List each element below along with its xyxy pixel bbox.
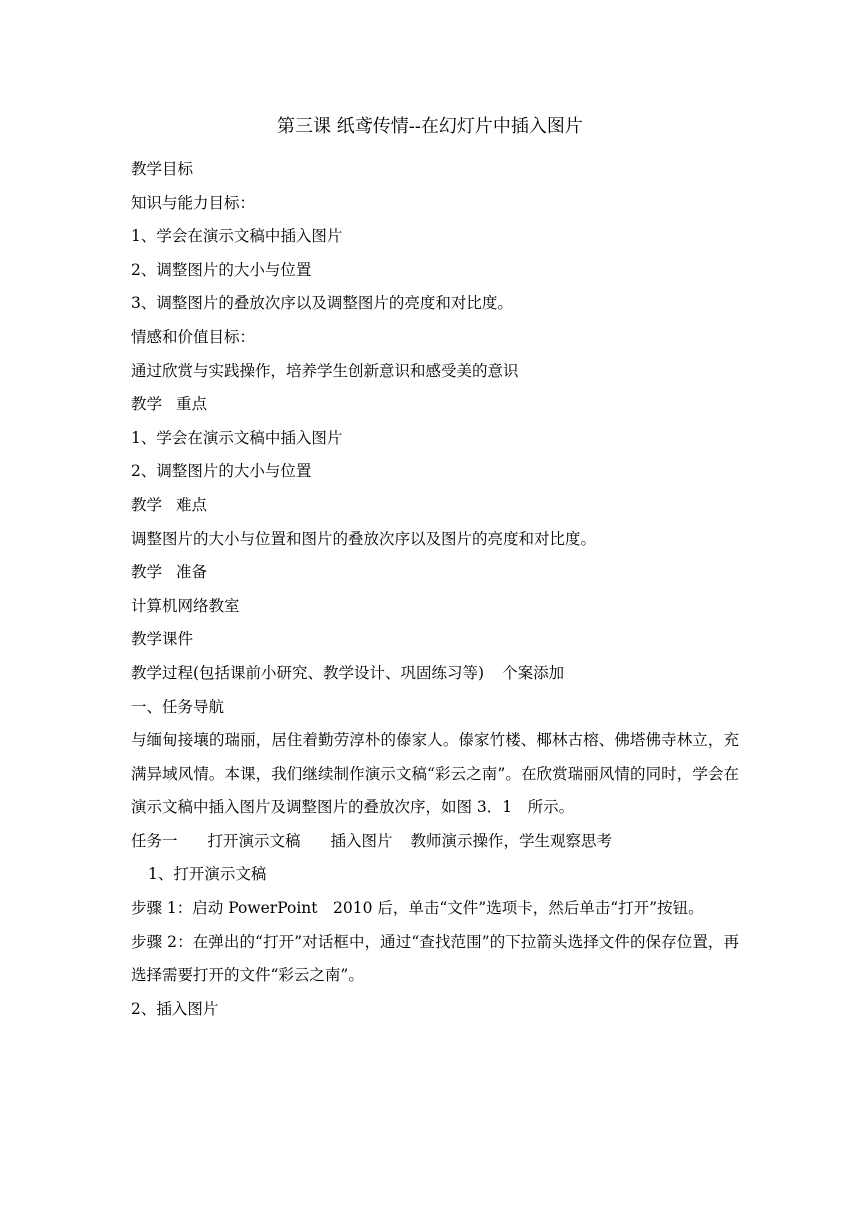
text-line: 调整图片的大小与位置和图片的叠放次序以及图片的亮度和对比度。 (131, 529, 597, 548)
heading-part: 准备 (176, 563, 208, 582)
task-label: 任务一 (131, 831, 178, 850)
task-part: 打开演示文稿 (207, 831, 301, 850)
task-heading (131, 825, 739, 859)
list-item: 2、调整图片的大小与位置 (131, 260, 312, 279)
heading-part: 重点 (176, 395, 208, 414)
heading-part: 教学 (131, 495, 163, 514)
paragraph: 与缅甸接壤的瑞丽，居住着勤劳淳朴的傣家人。傣家竹楼、椰林古榕、佛塔佛寺林立，充满异域风情。本课，我们继续制作演示文稿“彩云之南”。在欣赏瑞丽风情的同时，学会在演示文稿中插入图片及调整图片的叠放次序，如图 3．1 所示。 (131, 731, 739, 817)
heading-part: 教学过程(包括课前小研究、教学设计、巩固练习等) (131, 663, 485, 682)
list-item: 1、打开演示文稿 (148, 865, 267, 884)
document-body (131, 153, 739, 1026)
paragraph: 步骤 1：启动 PowerPoint 2010 后，单击“文件”选项卡，然后单击“打开”按钮。 (131, 899, 704, 918)
list-item: 3、调整图片的叠放次序以及调整图片的亮度和对比度。 (131, 294, 513, 313)
list-item: 2、调整图片的大小与位置 (131, 462, 312, 481)
task-part: 教师演示操作，学生观察思考 (410, 831, 613, 850)
subsection-heading: 情感和价值目标： (131, 327, 256, 346)
heading-part: 难点 (176, 495, 208, 514)
text-line: 教学课件 (131, 630, 194, 649)
heading-part: 教学 (131, 395, 163, 414)
text-line: 通过欣赏与实践操作，培养学生创新意识和感受美的意识 (131, 361, 519, 380)
section-heading (131, 556, 739, 590)
list-item: 1、学会在演示文稿中插入图片 (131, 428, 343, 447)
subsection-heading: 知识与能力目标： (131, 193, 256, 212)
section-heading: 教学目标 (131, 160, 194, 178)
list-item: 2、插入图片 (131, 999, 219, 1018)
section-heading: 一、任务导航 (131, 697, 225, 716)
paragraph: 步骤 2：在弹出的“打开”对话框中，通过“查找范围”的下拉箭头选择文件的保存位置，再选择需要打开的文件“彩云之南”。 (131, 932, 739, 985)
heading-part: 个案添加 (502, 663, 565, 682)
heading-part: 教学 (131, 563, 163, 582)
section-heading (131, 489, 739, 523)
task-part: 插入图片 (330, 831, 393, 850)
list-item: 1、学会在演示文稿中插入图片 (131, 227, 343, 246)
text-line: 计算机网络教室 (131, 596, 240, 615)
section-heading (131, 388, 739, 422)
page-title: 第三课 纸鸢传情--在幻灯片中插入图片 (277, 116, 583, 137)
section-heading (131, 657, 739, 691)
